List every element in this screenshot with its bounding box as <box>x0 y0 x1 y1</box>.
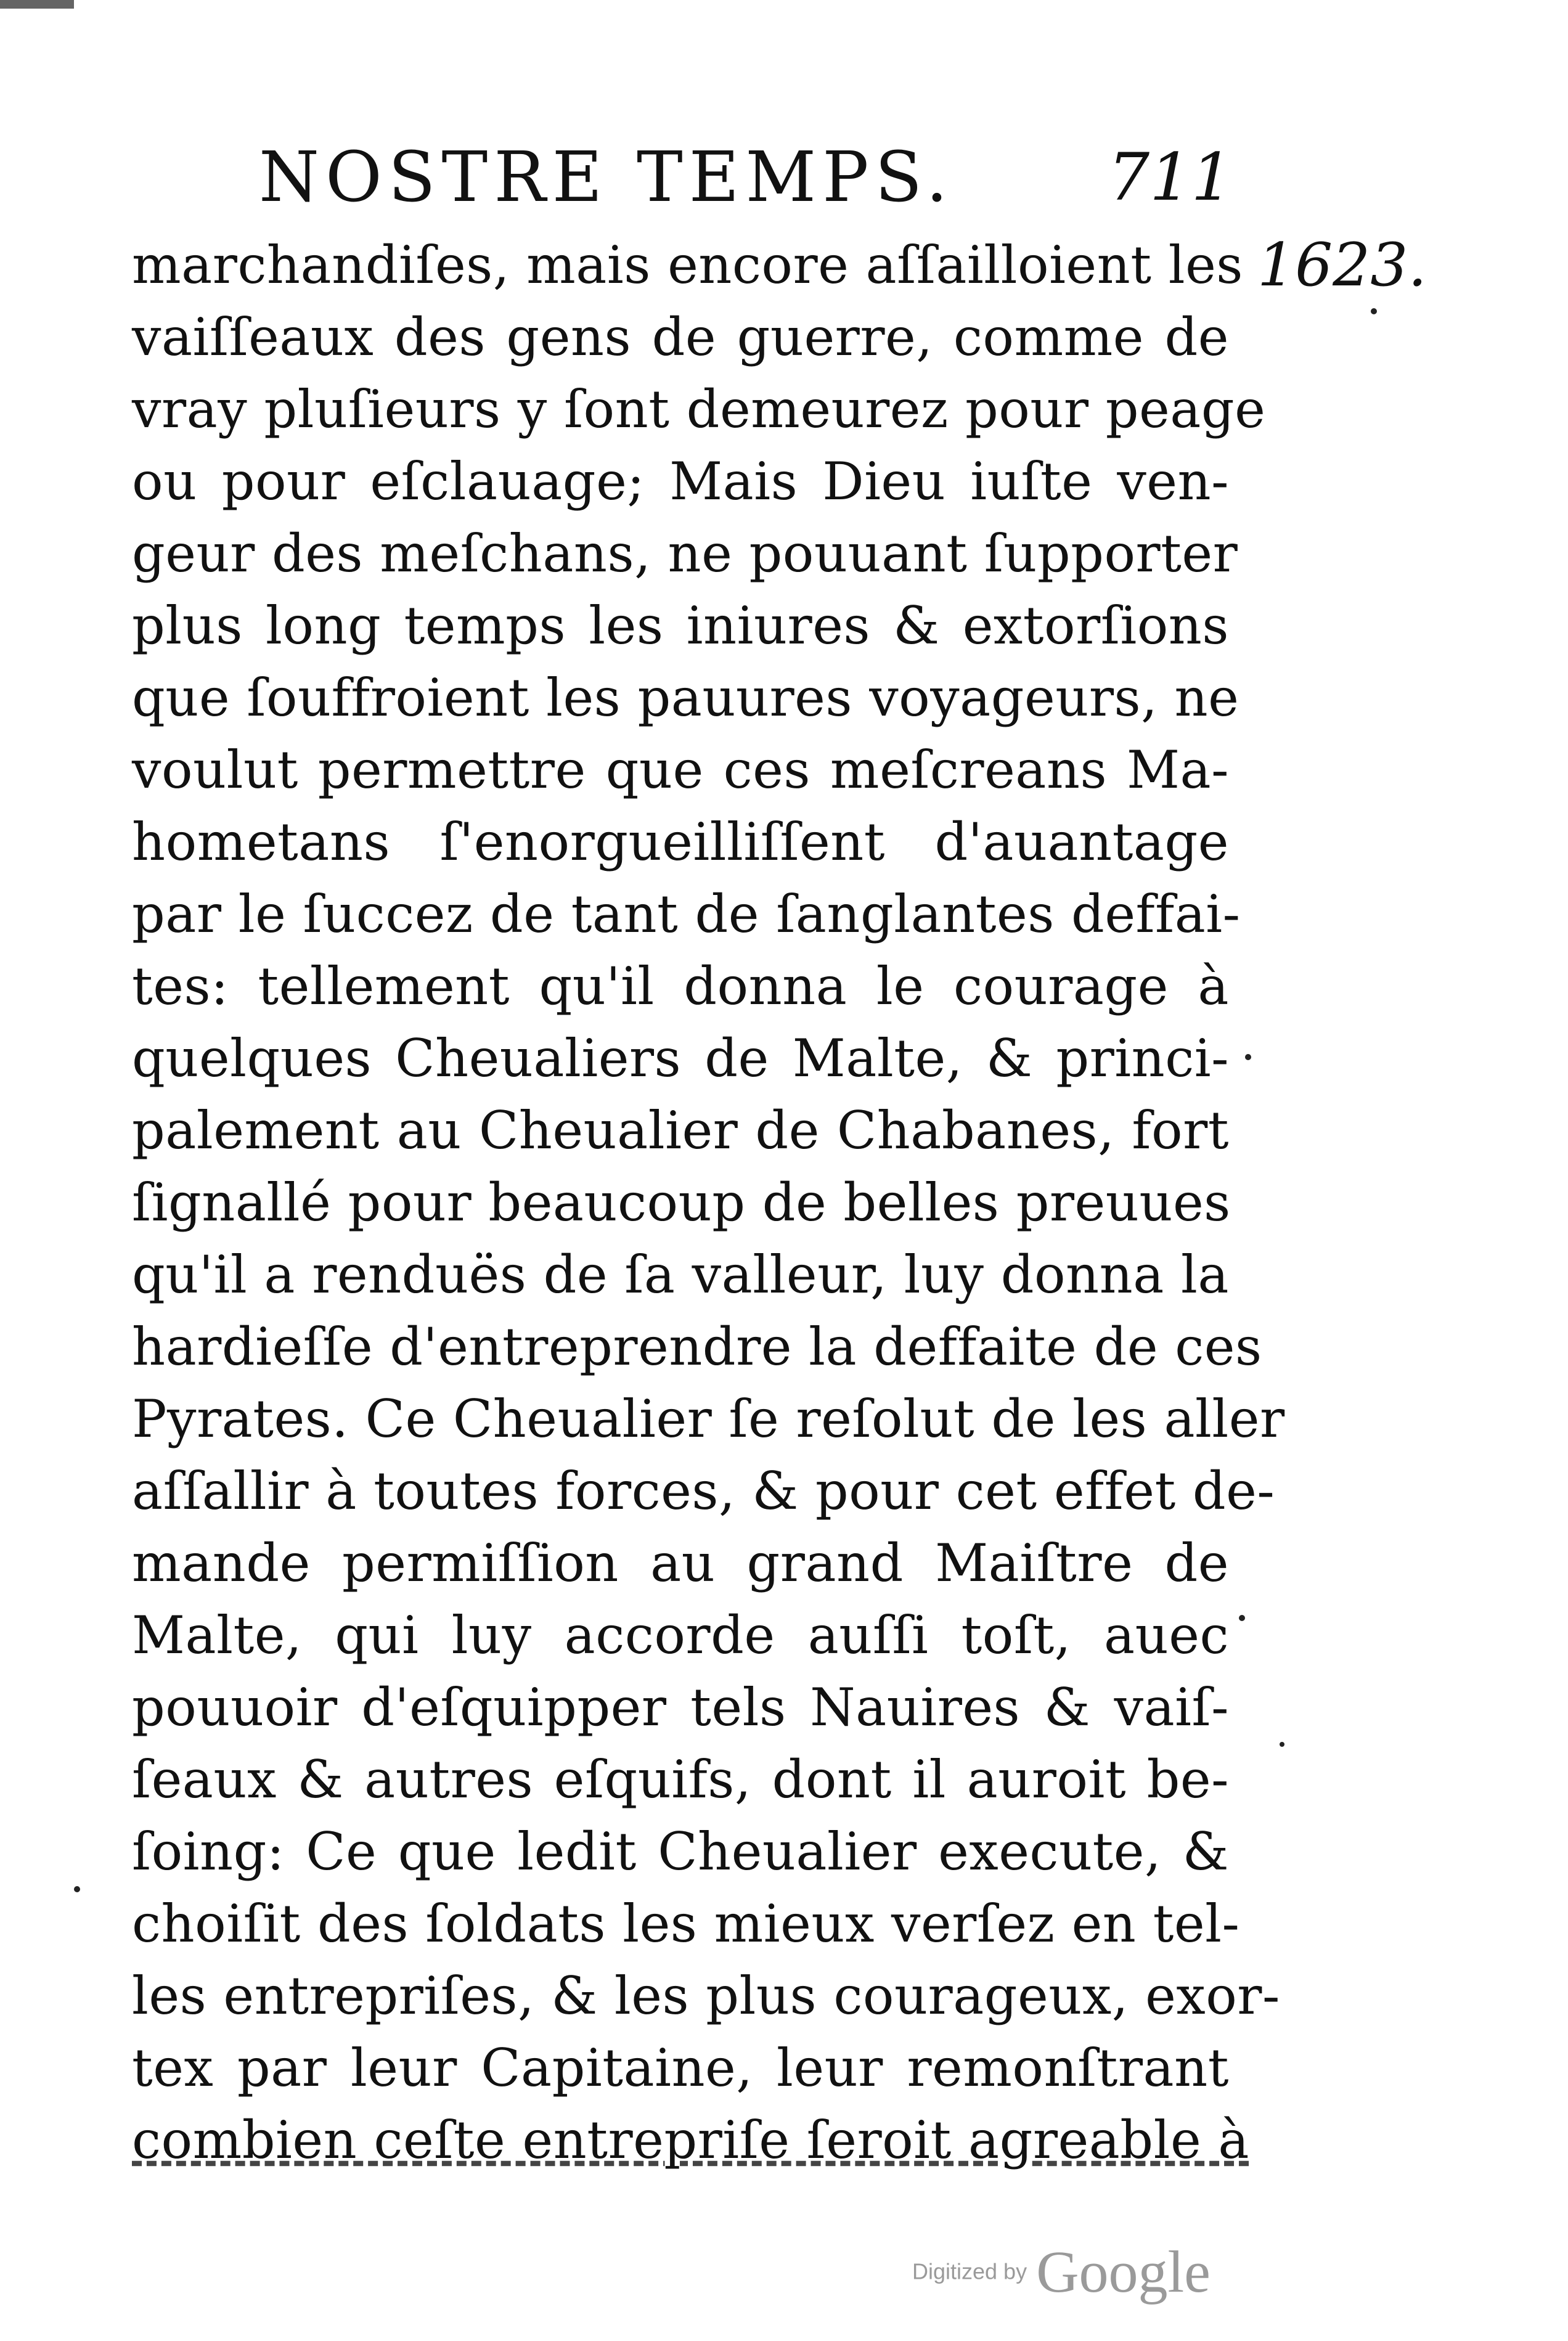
text-line: plus long temps les iniures & extorſions <box>132 595 1229 656</box>
text-line: vaiſſeaux des gens de guerre, comme de <box>132 307 1229 367</box>
page-number: 711 <box>1108 139 1233 215</box>
running-head <box>259 134 1233 221</box>
text-line: Pyrates. Ce Cheualier ſe reſolut de les aller <box>132 1389 1285 1449</box>
ink-speck <box>1239 1615 1245 1621</box>
text-line: ou pour eſclauage; Mais Dieu iuſte ven- <box>132 451 1229 512</box>
margin-year-note: 1623. <box>1257 231 1427 300</box>
digitization-watermark <box>912 2237 1211 2311</box>
text-line: tes: tellement qu'il donna le courage à <box>132 956 1229 1016</box>
text-line: ſeaux & autres eſquifs, dont il auroit be- <box>132 1749 1229 1810</box>
text-line: que ſouffroient les pauures voyageurs, ne <box>132 668 1239 728</box>
text-line: choiſit des ſoldats les mieux verſez en tel- <box>132 1894 1240 1954</box>
text-line: marchandiſes, mais encore aſſailloient les <box>132 235 1243 295</box>
text-line: combien ceſte entrepriſe ſeroit agreable à <box>132 2110 1249 2170</box>
text-line: tex par leur Capitaine, leur remonſtrant <box>132 2038 1229 2098</box>
text-line: voulut permettre que ces meſcreans Ma- <box>132 740 1229 800</box>
text-line: aſſallir à toutes forces, & pour cet effet de- <box>132 1461 1275 1521</box>
scan-edge-mark <box>0 0 74 9</box>
ink-speck <box>1371 308 1377 314</box>
text-line: palement au Cheualier de Chabanes, fort <box>132 1100 1229 1161</box>
ink-speck <box>1245 1054 1251 1060</box>
text-line: hometans ſ'enorgueilliſſent d'auantage <box>132 812 1229 872</box>
text-line: Malte, qui luy accorde auſſi toſt, auec <box>132 1605 1229 1665</box>
running-head-title: NOSTRE TEMPS. <box>259 137 954 218</box>
watermark-prefix: Digitized by <box>912 2258 1027 2284</box>
ink-speck <box>1280 1742 1284 1747</box>
text-line: geur des meſchans, ne pouuant ſupporter <box>132 523 1238 584</box>
text-line: vray pluſieurs y ſont demeurez pour peage <box>132 379 1266 439</box>
ink-speck <box>74 1886 80 1892</box>
text-line: les entrepriſes, & les plus courageux, exor- <box>132 1966 1280 2026</box>
text-line: pouuoir d'eſquipper tels Nauires & vaiſ- <box>132 1677 1229 1738</box>
text-line: ſignallé pour beaucoup de belles preuues <box>132 1172 1231 1233</box>
text-line: quelques Cheualiers de Malte, & princi- <box>132 1028 1229 1089</box>
text-line: par le ſuccez de tant de ſanglantes deffai- <box>132 884 1241 944</box>
text-line: ſoing: Ce que ledit Cheualier execute, & <box>132 1821 1229 1882</box>
text-line: mande permiſſion au grand Maiſtre de <box>132 1533 1229 1593</box>
text-line: hardieſſe d'entreprendre la deffaite de ces <box>132 1317 1262 1377</box>
watermark-brand: Google <box>1036 2239 1211 2305</box>
body-text <box>132 229 1285 2176</box>
text-line: qu'il a renduës de ſa valleur, luy donna la <box>132 1244 1229 1305</box>
